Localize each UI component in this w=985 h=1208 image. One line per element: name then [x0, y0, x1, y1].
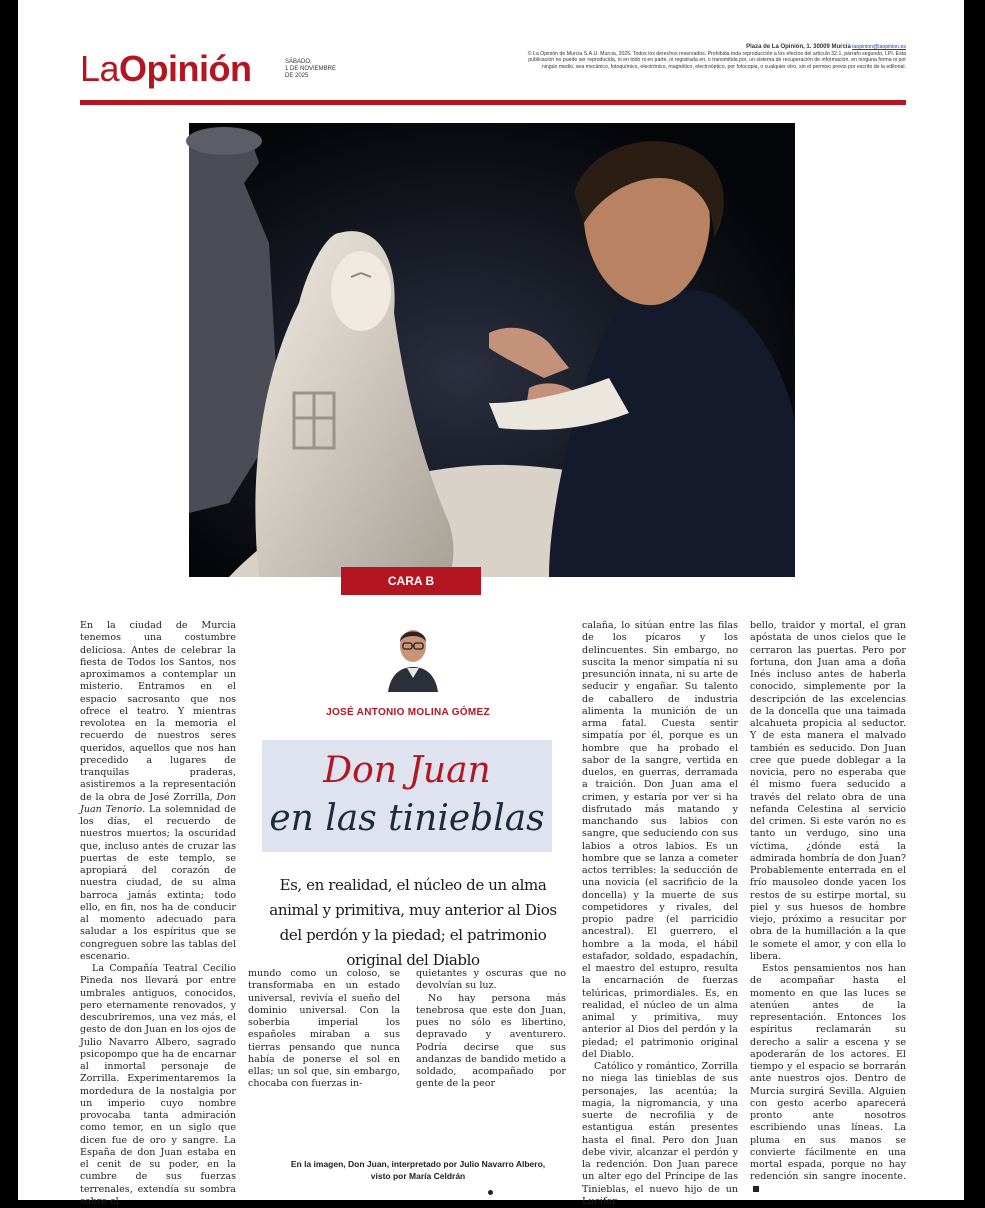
headline-line-2: en las tinieblas [269, 798, 545, 839]
newspaper-logo: LaOpinión [80, 48, 252, 89]
article-column-2b [416, 968, 566, 1091]
masthead-rule [80, 100, 906, 105]
headline-box [262, 740, 552, 852]
paragraph: No hay persona más tenebrosa que este don Juan, pues no sólo es libertino, depravado y aventurero. Podría decirse que sus andanzas de bandido metido a soldado, acompañado por gente de la peor [416, 992, 566, 1090]
author-byline: JOSÉ ANTONIO MOLINA GÓMEZ [326, 707, 490, 718]
article-column-3 [582, 620, 738, 1208]
page-dot [488, 1190, 493, 1195]
article-column-2a [248, 968, 400, 1091]
paragraph: bello, traidor y mortal, el gran apóstata de unos cielos que le cerraron las puertas. Pero por fortuna, don Juan ama a doña Inés incluso antes de haberla conocido, simplemente por la descripción de las excelencias de la doncella que una taimada alcahueta propicia al seductor. Y de esta manera el malvado también es seducido. Don Juan cree que puede doblegar a la novicia, pero no esperaba que él mismo fuera seducido a través del relato obra de una nefanda Celestina al servicio del crimen. Si este varón no es tanto un verdugo, sino una víctima, ¿dónde está la admirada hombría de don Juan? Probablemente enterrada en el frío mausoleo donde yacen los restos de su estirpe mortal, su piel y sus huesos de hombre viejo, próximo a resucitar por obra de la humillación a la que le somete el amor, y con ella lo libera. [750, 620, 906, 962]
paragraph: calaña, lo sitúan entre las filas de los pícaros y los delincuentes. Sin embargo, no suscita la menor simpatía ni su presunción innata, ni su arte de seducir y engañar. Su talento de caballero de industria alimenta la munición de un arma fatal. Cuesta sentir simpatía por él, porque es un hombre que ha probado el sabor de la sangre, vertida en duelos, en guerras, derramada a traición. Don Juan ama el crimen, y estaría por ver si ha disfrutado más matando y manchando sus labios con sangre, que seduciendo con sus labios a otros labios. Es un hombre que se lanza a cometer actos terribles: la seducción de una novicia (el sacrificio de la doncella) y la muerte de sus competidores y rivales, del propio padre (el parricidio ancestral). El guerrero, el hombre a la moda, el hábil estafador, soldado, espadachín, el maestro del estupro, resulta la encarnación de fuerzas telúricas, primordiales. Es, en realidad, el núcleo de un alma animal y primitiva, muy anterior al Dios del perdón y la piedad; el patrimonio original del Diablo. [582, 620, 738, 1060]
paragraph: quietantes y oscuras que no devolvían su luz. [416, 968, 566, 992]
email-link[interactable]: laopinion@laopinion.es [852, 44, 906, 50]
paragraph: La Compañía Teatral Cecilio Pineda nos llevará por entre umbrales antiguos, conocidos, pero eternamente renovados, y descubriremos, una vez más, el gesto de don Juan en los ojos de Julio Navarro Albero, sagrado psicopompo que ha de encarnar al inmortal personaje de Zorrilla. Experimentaremos la mordedura de la nostalgia por un imperio cuyo nombre provocaba tanta admiración como temor, en un siglo que dicen fue de oro y sangre. La España de don Juan estaba en el cenit de su poder, en la cumbre de sus fuerzas terrenales, extendía su sombra sobre el [80, 963, 236, 1207]
paragraph: mundo como un coloso, se transformaba en un estado universal, revivía el sueño del dominio universal. Con la soberbia imperial los españoles miraban a sus tierras pensando que nunca había de ponerse el sol en ellas; un sol que, sin embargo, chocaba con fuerzas in- [248, 968, 400, 1090]
paragraph: Estos pensamientos nos han de acompañar hasta el momento en que las luces se atenúen antes de la representación. Entonces los espíritus reclamarán su derecho a salir a escena y se apoderarán de los actores. El tiempo y el espacio se borrarán ante nuestros ojos. Dentro de Murcia surgirá Sevilla. Alguien con gesto acerbo aparecerá pronto ante nosotros escribiendo unas líneas. La pluma en sus manos se convierte fácilmente en una mortal espada, porque no hay redención sin sangre inocente. [750, 963, 906, 1196]
article-column-1 [80, 620, 236, 1208]
paragraph: En la ciudad de Murcia tenemos una costumbre deliciosa. Antes de celebrar la fiesta de Todos los Santos, nos aproximamos a contemplar un misterio. Entramos en el espacio sacrosanto que nos ofrece el teatro. Y mientras revolotea en la memoria el recuerdo de nuestros seres queridos, aquellos que nos han precedido a lugares de tranquilas praderas, asistiremos a la representación de la obra de José Zorrilla, Don Juan Tenorio. La solemnidad de los días, el recuerdo de nuestros muertos; la oscuridad que, incluso antes de cruzar las puertas de este templo, se apropiará del corazón de nuestra ciudad, de su alma barroca jamás extinta; todo ello, en fin, nos ha de conducir al momento adecuado para saludar a los espíritus que se congreguen sobre las tablas del escenario. [80, 620, 237, 962]
copyright-text: © La Opinión de Murcia S.A.U. Murcia, 2025. Todos los derechos reservados. Prohibida toda reproducción a los efectos del artículo 32.1, párrafo segundo, LPI. Esta publicación no puede ser reproducida, ni en todo ni en parte, ni registrada en, o transmitida por, un sistema de recuperación de información, en ninguna forma ni por ningún medio, sea mecánico, fotoquímico, electrónico, magnético, electroóptico, por fotocopia, o cualquier otro, sin el permiso previo por escrito de la editorial. [527, 50, 906, 70]
end-mark-icon [753, 1186, 759, 1192]
photo-caption: En la imagen, Don Juan, interpretado por Julio Navarro Albero, visto por María Celdrán [290, 1159, 546, 1181]
paragraph: Católico y romántico, Zorrilla no niega las tinieblas de sus personajes, las acentúa; la magia, la nigromancia, y una suerte de necrofilia y de estantigua están presentes hasta el final. Pero don Juan debe vivir, alcanzar el perdón y la redención. Don Juan parece un alter ego del Príncipe de las Tinieblas, el nuevo hijo de un Lucifer [582, 1061, 738, 1207]
section-badge: CARA B [341, 567, 481, 595]
address: Plaza de La Opinión, 1. 30009 Murcia [746, 44, 851, 50]
don-juan-photo [189, 123, 795, 577]
issue-date: SÁBADO, 1 DE NOVIEMBRE DE 2025 [285, 59, 337, 79]
headline-line-1: Don Juan [323, 750, 491, 791]
masthead [80, 44, 906, 96]
pull-quote: Es, en realidad, el núcleo de un alma animal y primitiva, muy anterior al Dios del perdón y la piedad; el patrimonio original del Diablo [269, 876, 557, 969]
newspaper-page [18, 0, 964, 1207]
legal-notice [526, 44, 906, 70]
article-column-4 [750, 620, 906, 1196]
author-headshot [383, 612, 443, 692]
